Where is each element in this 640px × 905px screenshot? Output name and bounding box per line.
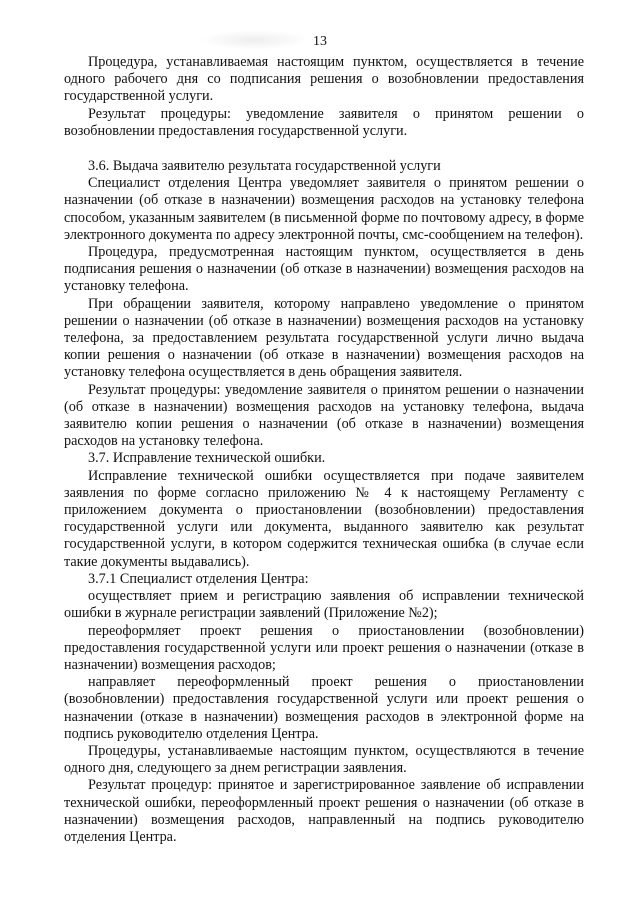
- paragraph: Результат процедуры: уведомление заявителя о принятом решении о возобновлении предоставления государственной услуги.: [64, 105, 584, 139]
- paragraph: Процедура, устанавливаемая настоящим пунктом, осуществляется в течение одного рабочего дня со подписания решения о возобновлении предоставления государственной услуги.: [64, 54, 584, 105]
- subsection-heading: 3.7.1 Специалист отделения Центра:: [88, 570, 309, 587]
- paragraph: Исправление технической ошибки осуществляется при подаче заявителем заявления по форме согласно приложению № 4 к настоящему Регламенту с приложением документа о приостановлении (возобновлении) предоставления государственной услуги или документа, выданного заявителю как результат государственной услуги, в котором содержится техническая ошибка (в случае если такие документы выдавались).: [64, 467, 584, 570]
- paragraph: направляет переоформленный проект решения о приостановлении (возобновлении) предоставления государственной услуги или проект решения о назначении (отказе в назначении) возмещения расходов в электронной форме на подпись руководителю отделения Центра.: [64, 674, 584, 742]
- section-heading: 3.7. Исправление технической ошибки.: [88, 450, 326, 467]
- paragraph: При обращении заявителя, которому направлено уведомление о принятом решении о назначении (об отказе в назначении) возмещения расходов на установку телефона, за предоставлением результата государственной услуги лично выдача копии решения о назначении (об отказе в назначении) возмещения расходов на установку телефона осуществляется в день обращения заявителя.: [64, 295, 584, 381]
- section-heading: 3.6. Выдача заявителю результата государственной услуги: [88, 158, 441, 175]
- paragraph: Специалист отделения Центра уведомляет заявителя о принятом решении о назначении (об отказе в назначении) возмещения расходов на установку телефона способом, указанным заявителем (в письменной форме по почтовому адресу, в форме электронного документа по адресу электронной почты, смс-сообщением на телефон).: [64, 175, 584, 243]
- document-body: [64, 54, 584, 846]
- page-number: 13: [313, 34, 327, 49]
- paragraph: переоформляет проект решения о приостановлении (возобновлении) предоставления государственной услуги или проект решения о назначении (отказе в назначении) возмещения расходов;: [64, 622, 584, 673]
- paragraph: Результат процедур: принятое и зарегистрированное заявление об исправлении технической ошибки, переоформленный проект решения о назначении (об отказе в назначении) возмещения расходов, направленный на подпись руководителю отделения Центра.: [64, 777, 584, 845]
- paragraph: Результат процедуры: уведомление заявителя о принятом решении о назначении (об отказе в назначении) возмещения расходов на установку телефона, выдача заявителю копии решения о назначении (об отказе в назначении) возмещения расходов на установку телефона.: [64, 381, 584, 450]
- paragraph: Процедура, предусмотренная настоящим пунктом, осуществляется в день подписания решения о назначении (об отказе в назначении) возмещения расходов на установку телефона.: [64, 244, 584, 295]
- paragraph: Процедуры, устанавливаемые настоящим пунктом, осуществляются в течение одного дня, следующего за днем регистрации заявления.: [64, 742, 584, 777]
- paragraph: осуществляет прием и регистрацию заявления об исправлении технической ошибки в журнале регистрации заявлений (Приложение №2);: [64, 588, 584, 622]
